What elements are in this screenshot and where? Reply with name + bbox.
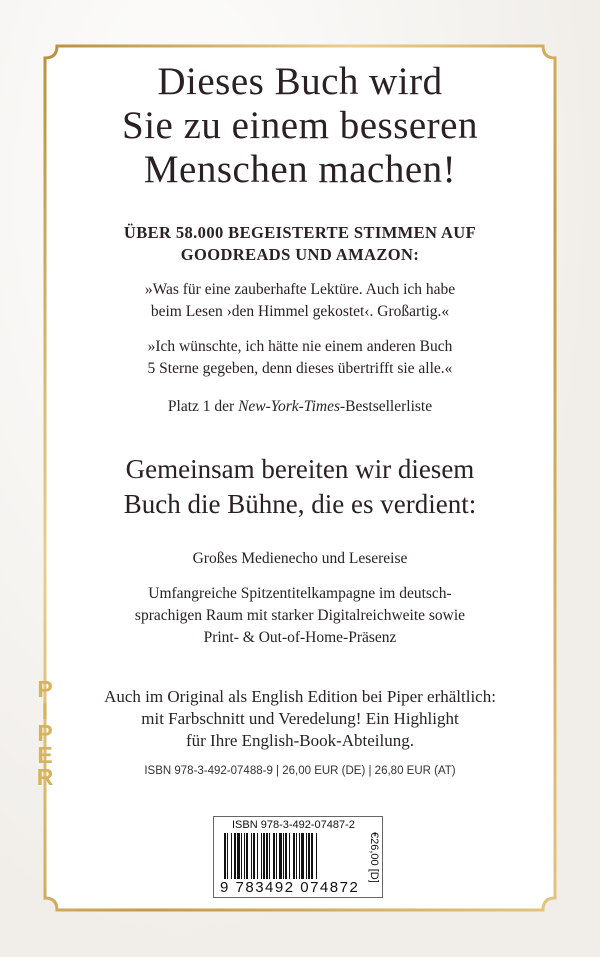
english-line: mit Farbschnitt und Veredelung! Ein Highlight: [141, 709, 459, 728]
headline-line: Sie zu einem besseren: [122, 104, 478, 147]
marketing-point-1: [68, 548, 532, 570]
review-count-heading: [68, 222, 532, 266]
review-quote-1: [68, 279, 532, 323]
barcode-icon: [220, 833, 362, 879]
headline: [68, 60, 532, 192]
caps-line: GOODREADS UND AMAZON:: [180, 245, 420, 264]
english-line: für Ihre English-Book-Abteilung.: [185, 731, 415, 750]
headline-line: Dieses Buch wird: [157, 60, 443, 103]
bestseller-italic: New-York-Times: [238, 398, 340, 415]
quote-line: »Ich wünschte, ich hätte nie einem anderen Buch: [147, 338, 453, 355]
english-line: Auch im Original als English Edition bei Piper erhältlich:: [104, 687, 496, 706]
headline-line: Menschen machen!: [143, 148, 457, 191]
subheadline: [68, 452, 532, 522]
bestseller-prefix: Platz 1 der: [167, 398, 239, 415]
review-quote-2: [68, 336, 532, 380]
isbn-price-line: ISBN 978-3-492-07488-9 | 26,00 EUR (DE) | 26,80 EUR (AT): [144, 765, 456, 777]
marketing-line: Print- & Out-of-Home-Präsenz: [203, 629, 397, 646]
marketing-point-2: [68, 583, 532, 649]
subhead-line: Gemeinsam bereiten wir diesem: [125, 454, 475, 484]
quote-line: »Was für eine zauberhafte Lektüre. Auch ich habe: [144, 281, 456, 298]
subhead-line: Buch die Bühne, die es verdient:: [123, 489, 477, 519]
caps-line: ÜBER 58.000 BEGEISTERTE STIMMEN AUF: [123, 223, 477, 242]
quote-line: beim Lesen ›den Himmel gekostet‹. Großartig.«: [150, 303, 450, 320]
cover-text: [68, 60, 532, 777]
barcode-isbn: ISBN 978-3-492-07487-2: [232, 819, 355, 831]
marketing-line: Umfangreiche Spitzentitelkampagne im deutsch-: [148, 585, 452, 602]
logo-letter: R: [36, 764, 54, 790]
logo-letter: P: [37, 720, 53, 746]
barcode-price: €26,00 [D]: [368, 831, 380, 883]
marketing-line: sprachigen Raum mit starker Digitalreichweite sowie: [134, 607, 466, 624]
bestseller-note: [68, 396, 532, 418]
barcode-digits: 9 783492 074872: [220, 879, 360, 896]
barcode-label: [213, 816, 383, 898]
piper-logo: [32, 678, 58, 788]
marketing-line: Großes Medienecho und Lesereise: [192, 550, 408, 567]
english-edition-note: [68, 686, 532, 752]
quote-line: 5 Sterne gegeben, denn dieses übertrifft sie alle.«: [147, 360, 453, 377]
bestseller-suffix: -Bestsellerliste: [339, 398, 433, 415]
logo-letter: E: [37, 742, 53, 768]
logo-letter: I: [41, 698, 49, 724]
logo-letter: P: [37, 676, 53, 702]
